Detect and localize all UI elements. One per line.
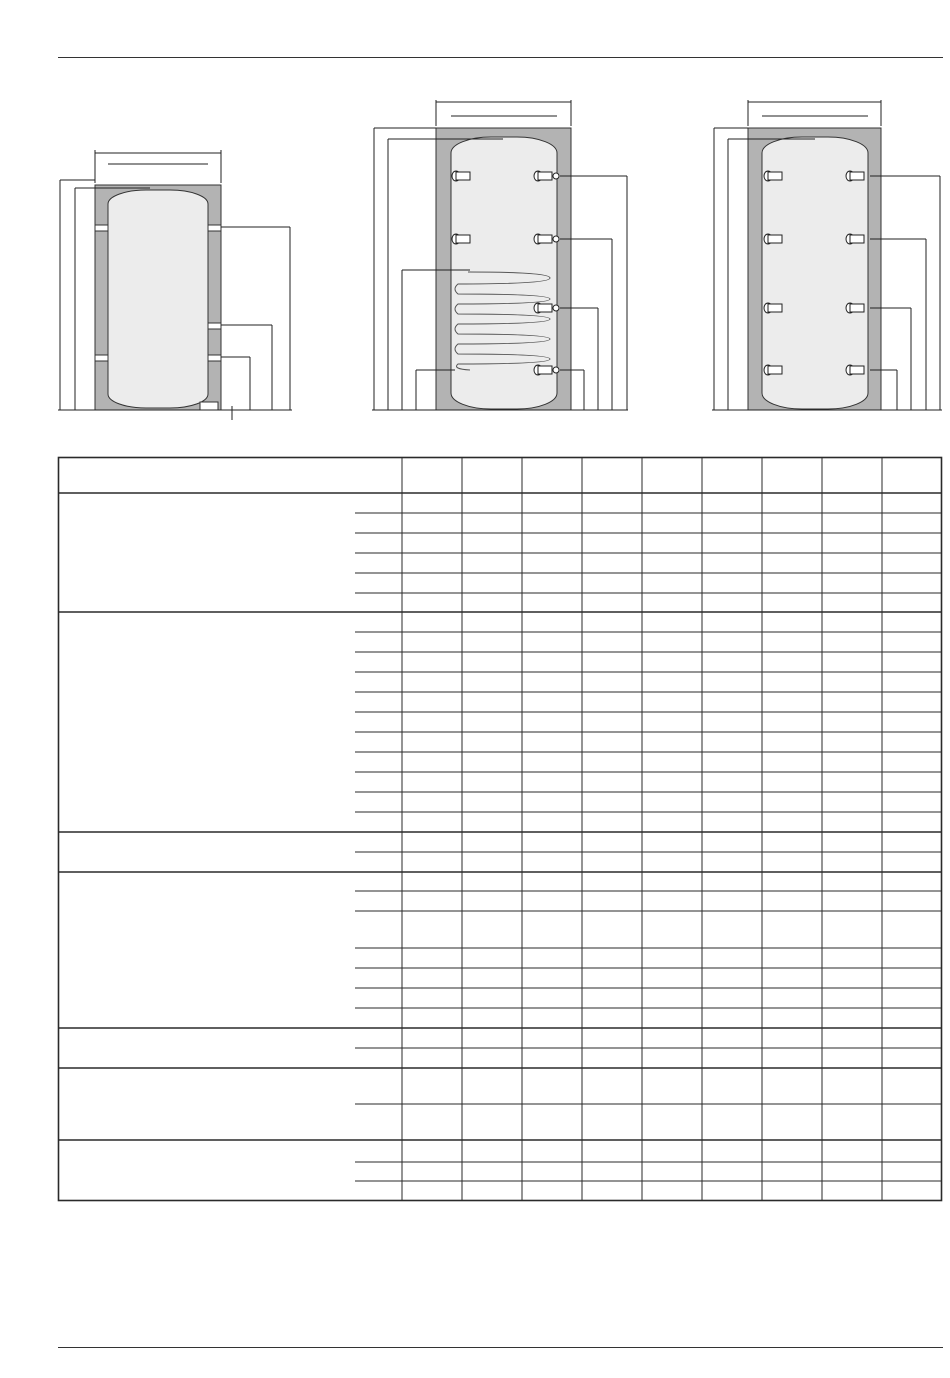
footer-rule — [58, 1347, 943, 1348]
